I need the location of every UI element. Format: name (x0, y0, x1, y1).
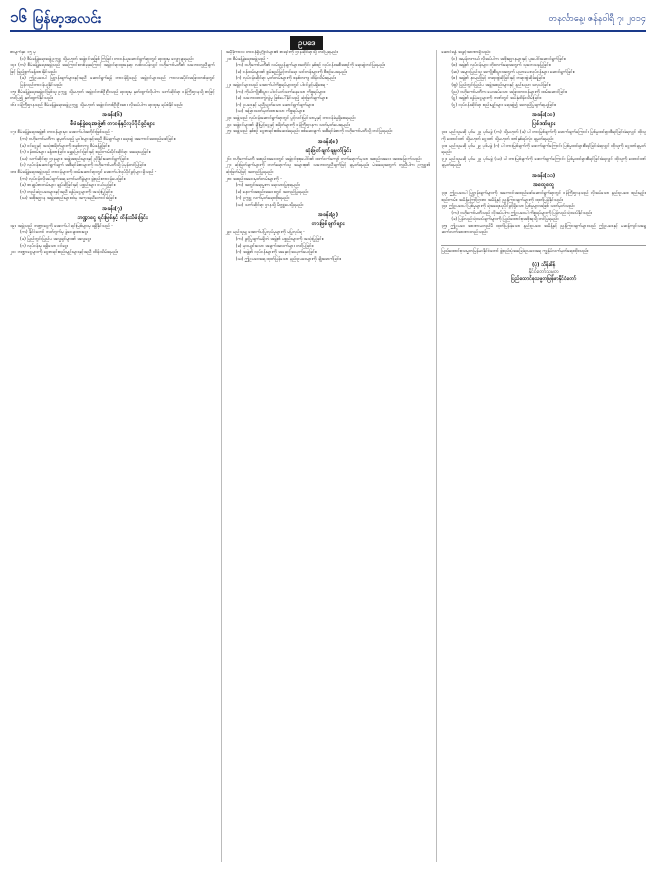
sub-clause: (ဂ) ဥက္ကဋ္ဌ လက်မှတ်ရေးထိုးရမည်။ (235, 196, 290, 202)
section-paragraph: ၃၁။ မည်သူမဆို ပုဒ်မ ၂၉ ပုဒ်မခွဲ (ဂ) ပါ တားမြစ်ချက်ကို ဖောက်ဖျက်ကြောင်း ပြစ်မှုထင်ရှားစီရင်ခြင်းခံရလျှင် ထိုသူကို ငွေဒဏ်ချမှတ်ရမည်။ (441, 143, 647, 156)
section-paragraph: ၂၂။ အဖွဲ့ဝင်များသည် အောက်ပါကိစ္စရပ်များတွင် ပါဝင်ခွင့်မရှိစေရ - (225, 82, 329, 88)
sub-clause: (ခ) ပြန်လည်သုံးသပ်ချက်များကို ပြည်ထောင်စုအစိုးရသို့ တင်ပြရမည်။ (451, 217, 559, 223)
sub-clause: (ခ) နောက်အစည်းအဝေးတွင် အတည်ပြုရမည်။ (235, 189, 309, 195)
sub-clause: (က) ဗဟိုကော်မတီသည် လိုအပ်ပါက ဤဥပဒေပါ ကိစ္စရပ်များကို ပြန်လည်သုံးသပ်နိုင်သည်။ (451, 210, 593, 216)
sub-clause: (ဃ) အစိုးရဌာန အဖွဲ့အစည်းများထံမှ အကူအညီတောင်းခံခြင်း။ (20, 196, 117, 202)
sub-clause: (ဂ) ဥပဒေနှင့် မညီညွတ်သော ဆောင်ရွက်ချက်များ။ (235, 102, 315, 108)
sub-clause: (ဆ) အများပြည်သူ အကျိုးစီးပွားအတွက် ပညာပေးလုပ်ငန်းများ ဆောင်ရွက်ခြင်း။ (451, 69, 575, 75)
sub-clause: (စ) အဖွဲ့၏ လုပ်ငန်းများ တိုးတက်ရေးအတွက် သုတေသနပြုခြင်း။ (451, 63, 551, 69)
section-paragraph: ၃၄။ ဤဥပဒေပါ ပြစ်မှုများကို ရဲအရေးယူပိုင်ခွင့်ရှိသော ပြစ်မှုများအဖြစ် သတ်မှတ်သည်။ (441, 204, 575, 210)
sub-clause: (င) အမှန်တကယ် လိုအပ်ပါက အစိုးရဌာနများနှင့် ပူးပေါင်းဆောင်ရွက်ခြင်း။ (451, 56, 567, 62)
enactment-note: ပြည်ထောင်စုသမ္မတမြန်မာနိုင်ငံတော် ဖွဲ့စည်းပုံအခြေခံဥပဒေအရ ကျွန်ုပ်လက်မှတ်ရေးထိုးသည်။ (441, 249, 589, 255)
section-paragraph: ၂၇။ ဆုံးဖြတ်ချက်များကို တက်ရောက်သူ အများစု၏ သဘောတူညီချက်ဖြင့် ချမှတ်ရမည်။ မဲအရေအတွက် တူညီပါက ဥက္ကဋ္ဌ၏ ဆုံးဖြတ်မဲဖြင့် အတည်ပြုရမည်။ (225, 163, 431, 175)
sub-clause: (င) လုပ်ငန်းဆောင်ရွက်ချက် အစီရင်ခံစာများကို ဗဟိုကော်မတီသို့ ပုံမှန်တင်ပြခြင်း။ (20, 163, 147, 169)
sub-clause: (က) အတွင်းရေးမှူးက ရေးသားပြုစုရမည်။ (235, 183, 301, 189)
sub-clause: (ဈ) ပြည်တွင်းပြည်ပ အဖွဲ့အစည်းများနှင့် နည်းပညာ ဖလှယ်ခြင်း။ (451, 82, 551, 88)
sub-clause: (က) ကိုယ်ကျိုးစီးပွား ပါဝင်ပတ်သက်နေသော ကိစ္စရပ်များ။ (235, 89, 326, 95)
masthead (10, 8, 646, 32)
sub-clause: (ဃ) အခြားသတ်မှတ်ထားသော ကိစ္စရပ်များ။ (235, 109, 305, 115)
section-paragraph: ၂၆။ ဗဟိုကော်မတီ အစည်းအဝေးတွင် အဖွဲ့ဝင်စုစုပေါင်း၏ ထက်ဝက်ကျော် တက်ရောက်မှသာ အစည်းအဝေး အထမြောက်သည်။ (225, 156, 422, 162)
section-paragraph: ၁၅။ စီမံခန့်ခွဲရေးအဖွဲ့ဝင်ဖြစ်သူ ဥက္ကဋ္ဌ သို့မဟုတ် အဖွဲ့ဝင်တစ်ဦးဦးသည် ရာထူးမှ နုတ်ထွက်လိုပါက သက်ဆိုင်ရာ ဝန်ကြီးဌာနသို့ စာဖြင့် တင်ပြ၍ နုတ်ထွက်နိုင်သည်။ (10, 89, 215, 102)
sub-clause: (ည) ဗဟိုကော်မတီက ပေးအပ်သော အခြားတာဝန်များကို ထမ်းဆောင်ခြင်း။ (451, 89, 568, 95)
chapter-number: အခန်း(၇) (102, 205, 123, 212)
chapter-number: အခန်း(၁၁) (532, 172, 556, 179)
sub-clause: (ခ) စာချုပ်စာတမ်းများ ချုပ်ဆိုခြင်းနှင့် ပစ္စည်းများ ဝယ်ယူခြင်း။ (20, 183, 116, 189)
section-paragraph: ၁၄။ (က) စီမံခန့်ခွဲရေးအဖွဲ့သည် အကြောင်းတစ်ခုခုကြောင့် အဖွဲ့ဝင်ရာထူးနေရာ လစ်လပ်ခဲ့လျှင် ဗဟိုကော်မတီ၏ သဘောတူညီချက်ဖြင့် ဖြည့်စွက်ခန့်ထားနိုင်သည်။ (10, 63, 215, 75)
sub-clause: (ခ) မှားယွင်းသော အချက်အလက်များ တင်ပြခြင်း။ (235, 243, 314, 249)
newspaper-name: မြန်မာ့အလင်း (32, 10, 102, 27)
sub-clause: (ခ) ဤဥပဒေပါ ပြဋ္ဌာန်းချက်များနှင့်အညီ ဆောင်ရွက်ရန် တာဝန်ရှိသည့် အဖွဲ့ဝင်များသည် ကာလအပိုင်းအခြားတစ်ခုတွင် ပြန်လည်တာဝန်ယူနိုင်သည်။ (20, 76, 215, 88)
page-number: ၁၆ (10, 8, 27, 26)
sub-clause: (ခ) ပြည်တွင်းပြည်ပ အလှူရှင်များ၏ အလှူငွေ။ (20, 237, 92, 243)
sub-clause: (ဃ) သက်ဆိုင်ရာ ဌာနများ၊ အဖွဲ့အစည်းများနှင့် ညှိနှိုင်းဆောင်ရွက်ခြင်း။ (20, 156, 129, 162)
sub-clause: (က) ဗဟိုကော်မတီ၏ လမ်းညွှန်ချက်များအတိုင်း နှစ်စဉ် လုပ်ငန်းအစီအစဉ်ကို ရေးဆွဲတင်ပြရမည်။ (235, 63, 386, 69)
chapter-heading: ဆုံးဖြတ်ချက်ချမှတ်ခြင်း (305, 147, 351, 154)
section-paragraph: ၂၃။ အဖွဲ့သည် လုပ်ငန်းဆောင်ရွက်ရာတွင် ပွင့်လင်းမြင်သာမှုနှင့် တာဝန်ခံမှုရှိစေရမည်။ (225, 115, 356, 121)
sub-clause: (င) စီမံခန့်ခွဲရေးအဖွဲ့ဥက္ကဋ္ဌ သို့မဟုတ် အဖွဲ့ဝင်အဖြစ် ကြံခြင်း တာဝန်ယူဆောင်ရွက်ရာတွင် ရာထူးမှ လျှော့ချရမည်။ (20, 56, 194, 62)
sub-clause: (က) ဗဟိုကော်မတီက ချမှတ်သည့် မူဝါဒများနှင့်အညီ စီမံချက်များ ရေးဆွဲ အကောင်အထည်ဖော်ခြင်း။ (20, 136, 176, 142)
chapter-heading: တားမြစ်ချက်များ (311, 221, 345, 228)
chapter-heading: ဘဏ္ဍာငွေ ရင်းမြစ်နှင့် ထိန်းသိမ်းခြင်း (77, 214, 148, 221)
section-paragraph: ဆောင်ရန် အခွင့်အာဏာရှိသည်။ (441, 50, 491, 55)
sub-clause: (ဌ) လုပ်ငန်းဆိုင်ရာ စည်းမျဉ်းများ ရေးဆွဲ၍ အတည်ပြုချက်ရယူခြင်း။ (451, 102, 557, 108)
section-paragraph: ၁၉။ အဖွဲ့သည် ဘဏ္ဍာငွေကို အောက်ပါ ရင်းမြစ်များမှ ရရှိနိုင်သည် - (10, 223, 113, 229)
section-paragraph: ၂၈။ အစည်းအဝေးမှတ်တမ်းများကို - (225, 176, 282, 182)
chapter-number: အခန်း(၁၀) (532, 112, 556, 119)
section-paragraph: ၃၃။ ဤဥပဒေပါ ပြဋ္ဌာန်းချက်များကို အကောင်အထည်ဖော်ဆောင်ရွက်ရာတွင် ဝန်ကြီးဌာနသည် လိုအပ်သော နည်းဥပဒေ၊ စည်းမျဉ်း၊ စည်းကမ်း၊ အမိန့်ကြော်ငြာစာ၊ အမိန့်နှင့် ညွှန်ကြားချက်များကို ထုတ်ပြန်နိုင်သည်။ (441, 190, 647, 203)
sub-clause: (ဃ) သက်ဆိုင်ရာ ဌာနသို့ မိတ္တူပေးပို့ရမည်။ (235, 202, 304, 208)
chapter-number: အခန်း(၈) (317, 138, 339, 145)
sub-clause: (ဂ) တည်ဆဲဥပဒေများနှင့်အညီ ရန်ပုံငွေများကို အသုံးပြုခြင်း။ (20, 189, 113, 195)
section-tag: ဥပဒေ (290, 36, 323, 50)
section-paragraph: စာမျက်နှာ ၁၅ မှ (10, 50, 36, 55)
section-paragraph: ၂၅။ အဖွဲ့သည် နှစ်စဉ် ငွေစာရင်းစစ်ဆေးခံရမည်။ စစ်ဆေးချက် အစီရင်ခံစာကို ဗဟိုကော်မတီသို့ တင်ပြရမည်။ (225, 129, 393, 135)
sub-clause: (ဇ) အဖွဲ့၏ နာမည်ဖြင့် တရားစွဲဆိုခြင်းနှင့် တရားစွဲဆိုခံရခြင်း။ (451, 76, 546, 82)
section-paragraph: ၂၄။ အဖွဲ့ဝင်များ၏ ချီးမြှင့်ငွေနှင့် စရိတ်များကို ဝန်ကြီးဌာနက သတ်မှတ်ပေးရမည်။ (225, 122, 351, 128)
column-1 (10, 50, 215, 862)
president-signature: (ပုံ) သိန်းစိန် (532, 261, 556, 268)
sub-clause: (ဂ) လုပ်ငန်းမှ ရရှိသော ဝင်ငွေ။ (20, 243, 69, 249)
section-paragraph: ၃၀။ မည်သူမဆို ပုဒ်မ ၂၉ ပုဒ်မခွဲ (က) သို့မဟုတ် (ခ) ပါ တားမြစ်ချက်ကို ဖောက်ဖျက်ကြောင်း ပြစ်မှုထင်ရှားစီရင်ခြင်းခံရလျှင် ထိုသူကို ထောင်ဒဏ် သို့မဟုတ် ငွေဒဏ် သို့မဟုတ် ဒဏ်နှစ်ရပ်လုံး ချမှတ်ရမည်။ (441, 130, 647, 142)
column-3 (436, 50, 646, 862)
section-paragraph: အမှီခိုကာလ တာဝန်ရှိပုဂ္ဂိုလ်များ၏ စာရင်းကို ဌာနဆိုင်ရာသို့ တင်ပြရမည်။ (225, 50, 339, 55)
sub-clause: (ဃ) ဤဥပဒေအရ ထုတ်ပြန်သော နည်းဥပဒေများကို ချိုးဖောက်ခြင်း။ (235, 256, 342, 262)
signatory-title: နိုင်ငံတော်သမ္မတ (528, 268, 559, 275)
issue-date: တနင်္လာနေ့၊ ဇန်နဝါရီ ၇၊ ၂၀၁၄ (548, 13, 646, 24)
section-paragraph: ၂၉။ မည်သူမျှ အောက်ပါပြုလုပ်မှုများကို မပြုလုပ်ရ - (225, 230, 305, 236)
section-paragraph: ၃၂။ မည်သူမဆို ပုဒ်မ ၂၉ ပုဒ်မခွဲ (ဃ) ပါ တားမြစ်ချက်ကို ဖောက်ဖျက်ကြောင်း ပြစ်မှုထင်ရှားစီရင်ခြင်းခံရလျှင် ထိုသူကို ထောင်ဒဏ်ချမှတ်ရမည်။ (441, 156, 647, 169)
sub-clause: (က) ခွင့်ပြုချက်မရှိဘဲ အဖွဲ့၏ ပစ္စည်းများကို အသုံးပြုခြင်း။ (235, 237, 324, 243)
section-paragraph: ၃၅။ ဤဥပဒေ အာဏာမတည်မီ ထုတ်ပြန်ခဲ့သော နည်းဥပဒေ၊ အမိန့်နှင့် ညွှန်ကြားချက်များသည် ဤဥပဒေနှင့် မဆန့်ကျင်သရွေ့ ဆက်လက်အာဏာတည်သည်။ (441, 223, 647, 236)
section-paragraph: ၂၁။ စီမံခန့်ခွဲရေးအဖွဲ့သည် - (225, 56, 269, 62)
masthead-left (10, 8, 102, 30)
sub-clause: (ဋ) အဖွဲ့၏ ရန်ပုံငွေများကို ဘဏ်တွင် အပ်နှံထိန်းသိမ်းခြင်း။ (451, 96, 542, 102)
sub-clause: (က) လုပ်ငန်းလိုအပ်ချက်အရ ကော်မတီခွဲများ ဖွဲ့စည်းတာဝန်ပေးခြင်း။ (20, 176, 126, 182)
signature-block (441, 245, 646, 283)
section-paragraph: ၁၈။ စီမံခန့်ခွဲရေးအဖွဲ့သည် တာဝန်များကို ထမ်းဆောင်ရာတွင် အောက်ပါလုပ်ပိုင်ခွင့်များ ရှိသည် - (10, 169, 157, 175)
section-paragraph: ၁၆။ ဝန်ကြီးဌာနသည် စီမံခန့်ခွဲရေးအဖွဲ့ဥက္ကဋ္ဌ သို့မဟုတ် အဖွဲ့ဝင်တစ်ဦးဦးအား လိုအပ်ပါက ရာထူးမှ ရပ်စဲနိုင်သည်။ (10, 102, 183, 108)
sub-clause: (ခ) ဝင်ငွေနှင့် အသုံးစရိတ်များကို စနစ်တကျ စီမံခန့်ခွဲခြင်း။ (20, 143, 110, 149)
chapter-number: အခန်း(၆) (102, 112, 123, 119)
chapter-heading: ပြစ်ဒဏ်များ (532, 121, 556, 128)
sub-clause: (ဂ) အဖွဲ့၏ လုပ်ငန်းများကို အနှောင့်အယှက်ပေးခြင်း။ (235, 250, 318, 256)
column-2 (221, 50, 431, 862)
sub-clause: (ဂ) လုပ်ငန်းဆိုင်ရာ မှတ်တမ်းများကို စနစ်တကျ ထိန်းသိမ်းရမည်။ (235, 76, 337, 82)
signatory-organization: ပြည်ထောင်စုသမ္မတမြန်မာနိုင်ငံတော် (511, 275, 577, 282)
sub-clause: (က) နိုင်ငံတော် ဘတ်ဂျက်မှ ခွဲဝေချထားငွေ။ (20, 230, 89, 236)
sub-clause: (ခ) ဝန်ထမ်းများ၏ စွမ်းရည်မြှင့်တင်ရေး သင်တန်းများကို စီစဉ်ပေးရမည်။ (235, 69, 348, 75)
article-columns (10, 50, 646, 862)
sub-clause: (ခ) သဘောထားကွဲလွဲမှု ဖြစ်ပေါ်နိုင်သည့် ဆုံးဖြတ်ချက်များ။ (235, 96, 328, 102)
section-paragraph: ၂၀။ ဘဏ္ဍာငွေများကို ငွေစာရင်းစည်းမျဉ်းများနှင့်အညီ ထိန်းသိမ်းရမည်။ (10, 250, 119, 256)
chapter-number: အခန်း(၉) (317, 212, 339, 219)
section-paragraph: ၁၇။ စီမံခန့်ခွဲရေးအဖွဲ့၏ တာဝန်များမှာ အောက်ပါအတိုင်းဖြစ်သည် - (10, 130, 113, 136)
chapter-heading: အထွေထွေ (533, 181, 555, 188)
chapter-heading: စီမံခန့်ခွဲရေးအဖွဲ့၏ တာဝန်နှင့်လုပ်ပိုင်ခွင့်များ (70, 121, 155, 128)
sub-clause: (ဂ) ဝန်ထမ်းများ ခန့်ထားခြင်း၊ ရွှေ့ပြောင်းခြင်းနှင့် စည်းကမ်းပိုင်းဆိုင်ရာ အရေးယူခြင်း။ (20, 150, 151, 156)
